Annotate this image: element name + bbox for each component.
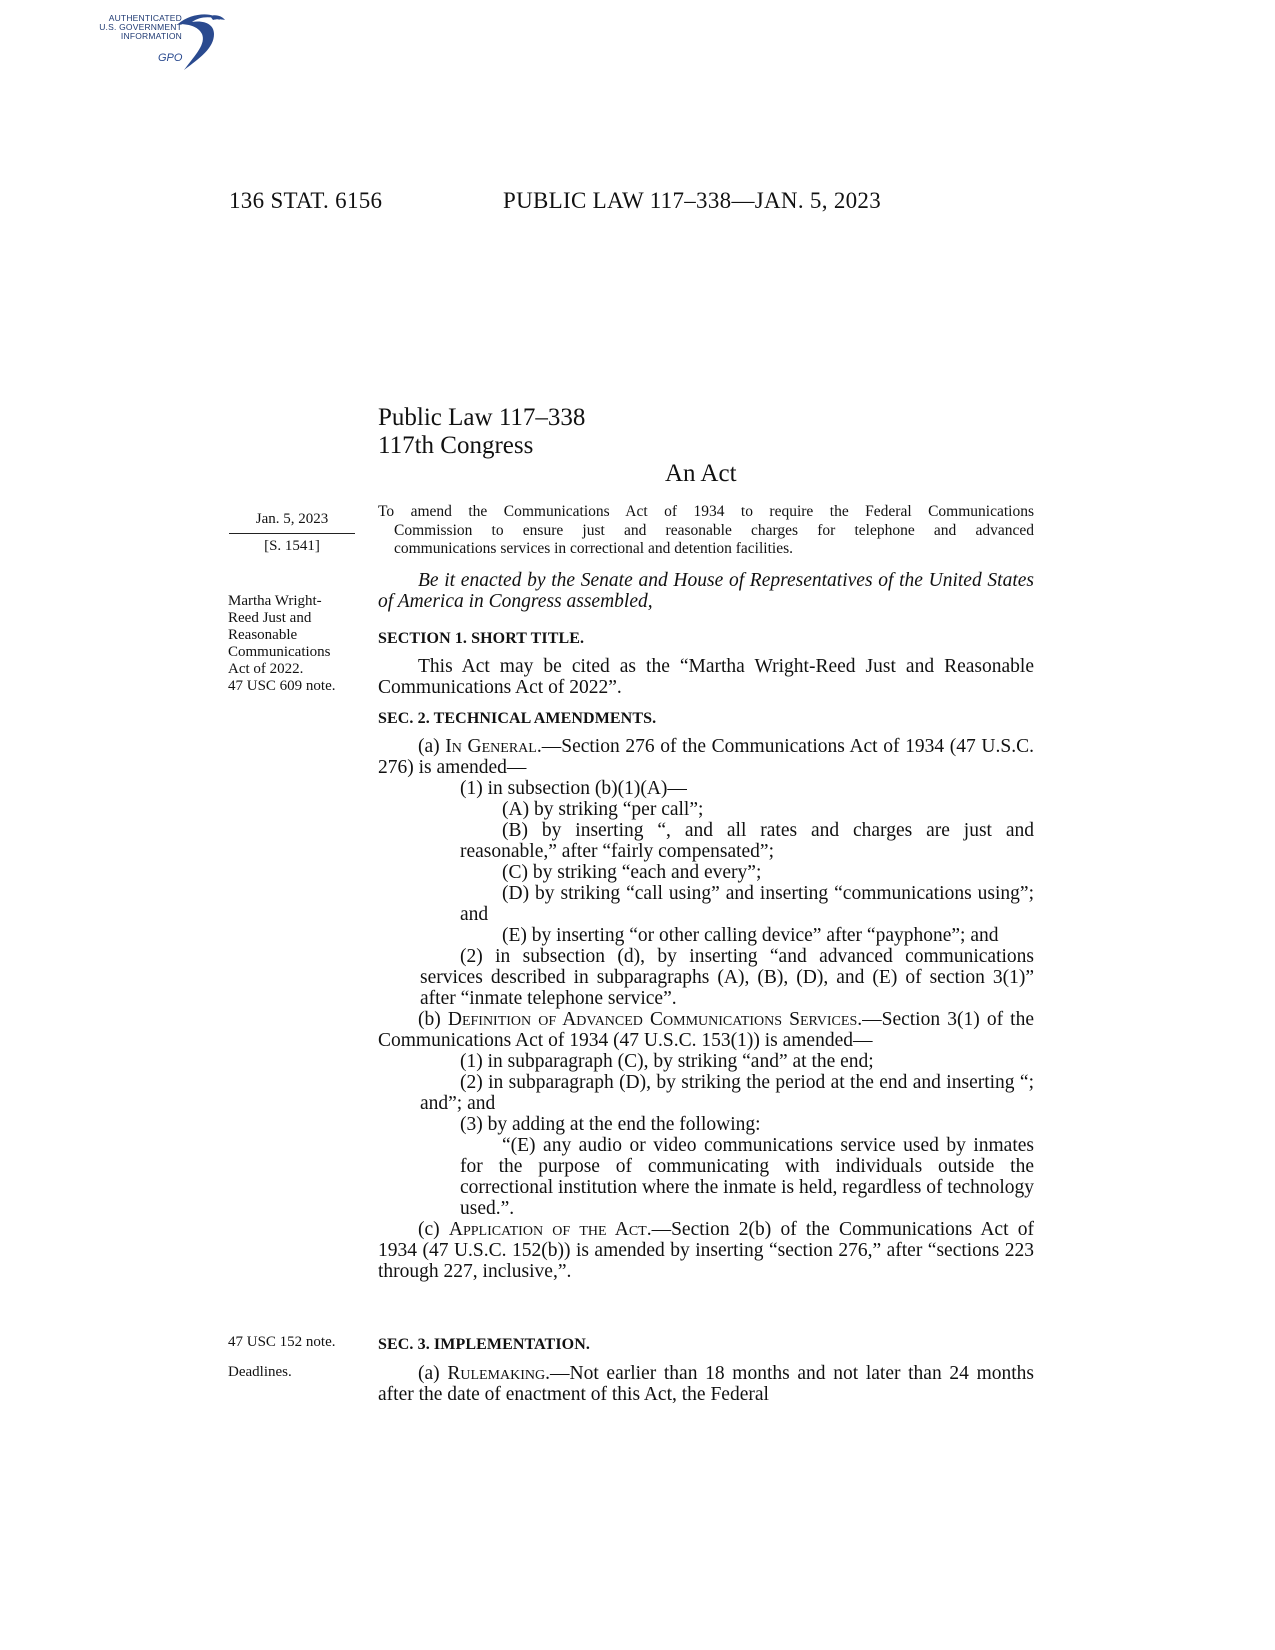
subsection-caption: In General. bbox=[445, 736, 542, 757]
subsection-lead: (a) bbox=[418, 1363, 448, 1384]
margin-note-line: 47 USC 609 note. bbox=[228, 678, 336, 694]
paragraph-2b1: (1) in subparagraph (C), by striking “and” at the end; bbox=[460, 1051, 874, 1072]
subsection-caption: Definition of Advanced Communications Services. bbox=[447, 1009, 863, 1030]
paragraph-2b3: (3) by adding at the end the following: bbox=[460, 1114, 761, 1135]
margin-note-line: Communications bbox=[228, 644, 331, 660]
enacting-clause-block bbox=[378, 570, 1034, 612]
subparagraph-2aC: (C) by striking “each and every”; bbox=[502, 862, 762, 883]
congress-number: 117th Congress bbox=[378, 432, 534, 459]
subparagraph-2aE: (E) by inserting “or other calling device” after “payphone”; and bbox=[502, 925, 999, 946]
logo-line-1: AUTHENTICATED bbox=[108, 13, 182, 23]
inserted-subparagraph-E: “(E) any audio or video communications service used by inmates for the purpose of communicating with individuals outside the correctional institution where the inmate is held, regardless of technology used.”. bbox=[460, 1135, 1034, 1219]
subsection-2a bbox=[378, 736, 1034, 778]
subsection-lead: (a) bbox=[418, 736, 446, 757]
margin-usc-152-note: 47 USC 152 note. bbox=[228, 1334, 336, 1350]
margin-short-title-note bbox=[228, 593, 336, 695]
enactment-date: Jan. 5, 2023 bbox=[229, 511, 355, 534]
margin-note-line: Act of 2022. bbox=[228, 661, 304, 677]
logo-line-3: INFORMATION bbox=[120, 31, 182, 41]
paragraph-2b2: (2) in subparagraph (D), by striking the period at the end and inserting “; and”; and bbox=[420, 1072, 1034, 1114]
subsection-2c bbox=[378, 1219, 1034, 1282]
enacting-clause: Be it enacted by the Senate and House of Representatives of the United States of America in Congress assembled, bbox=[378, 570, 1034, 612]
subsection-lead: (b) bbox=[418, 1009, 448, 1030]
bill-number: [S. 1541] bbox=[264, 538, 320, 554]
subsection-3a bbox=[378, 1363, 1034, 1405]
subsection-caption: Application of the Act. bbox=[448, 1219, 652, 1240]
section-3-heading: SEC. 3. IMPLEMENTATION. bbox=[378, 1336, 590, 1353]
logo-gpo: GPO bbox=[158, 52, 183, 64]
margin-note-line: Reasonable bbox=[228, 627, 298, 643]
section-2-heading: SEC. 2. TECHNICAL AMENDMENTS. bbox=[378, 710, 657, 727]
subparagraph-2aA: (A) by striking “per call”; bbox=[502, 799, 704, 820]
stat-page-number: 136 STAT. 6156 bbox=[229, 188, 383, 213]
running-head: PUBLIC LAW 117–338—JAN. 5, 2023 bbox=[503, 188, 882, 213]
an-act-heading: An Act bbox=[665, 460, 737, 487]
section-1-text: This Act may be cited as the “Martha Wright-Reed Just and Reasonable Communications Act of 2022”. bbox=[378, 656, 1034, 698]
section-3 bbox=[378, 1334, 1034, 1405]
gpo-authenticated-logo bbox=[92, 8, 227, 76]
paragraph-2a2: (2) in subsection (d), by inserting “and advanced communications services described in subparagraphs (A), (B), (D), and (E) of section 3(1)” after “inmate telephone service”. bbox=[420, 946, 1034, 1009]
eagle-icon bbox=[170, 10, 228, 76]
section-2 bbox=[378, 708, 1034, 1282]
subsection-caption: Rulemaking. bbox=[447, 1363, 550, 1384]
section-1 bbox=[378, 628, 1034, 698]
margin-note-line: Reed Just and bbox=[228, 610, 312, 626]
subsection-2b bbox=[378, 1009, 1034, 1051]
section-1-heading: SECTION 1. SHORT TITLE. bbox=[378, 630, 585, 647]
purpose-line-3: communications services in correctional and detention facilities. bbox=[394, 540, 793, 557]
subsection-text: —Not earlier than 18 months and not later than 24 months after the date of enactment of this Act, the Federal bbox=[378, 1363, 1034, 1405]
date-box bbox=[229, 511, 355, 555]
subsection-lead: (c) bbox=[418, 1219, 449, 1240]
public-law-number: Public Law 117–338 bbox=[378, 404, 586, 431]
subparagraph-2aD: (D) by striking “call using” and inserting “communications using”; and bbox=[460, 883, 1034, 925]
purpose-line-1: To amend the Communications Act of 1934 to require the Federal Communications bbox=[378, 503, 1034, 520]
subsection-text: —Section 2(b) of the Communications Act of 1934 (47 U.S.C. 152(b)) is amended by inserting “section 276,” after “sections 223 through 227, inclusive,”. bbox=[378, 1219, 1034, 1282]
title-block bbox=[378, 404, 585, 460]
paragraph-2a1: (1) in subsection (b)(1)(A)— bbox=[460, 778, 687, 799]
logo-line-2: U.S. GOVERNMENT bbox=[99, 22, 182, 32]
purpose-clause bbox=[378, 503, 1034, 559]
subparagraph-2aB: (B) by inserting “, and all rates and charges are just and reasonable,” after “fairly compensated”; bbox=[460, 820, 1034, 862]
subsection-text: —Section 3(1) of the Communications Act of 1934 (47 U.S.C. 153(1)) is amended— bbox=[378, 1009, 1034, 1051]
margin-deadlines-note: Deadlines. bbox=[228, 1364, 292, 1380]
subsection-text: —Section 276 of the Communications Act of 1934 (47 U.S.C. 276) is amended— bbox=[378, 736, 1034, 778]
purpose-line-2: Commission to ensure just and reasonable charges for telephone and advanced bbox=[394, 521, 1034, 539]
margin-note-line: Martha Wright- bbox=[228, 593, 322, 609]
